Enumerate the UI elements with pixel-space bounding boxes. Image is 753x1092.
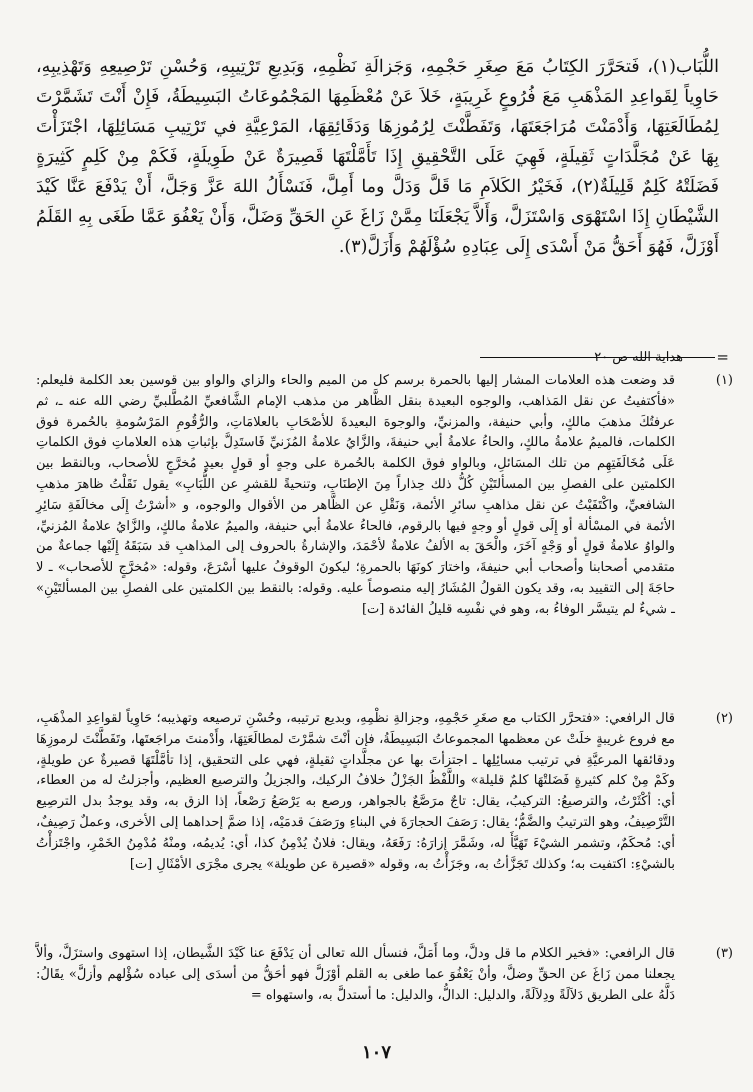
- main-text-block: [36, 52, 719, 262]
- footnote-number: (٢): [715, 711, 733, 726]
- main-paragraph: اللُّبَاب(١)، فَتحَرَّرَ الكِتَابُ مَعَ صِغَرِ حَجْمِهِ، وَجَزالَةِ نَظْمِهِ، وَبَدِيعِ تَرْتِيبِهِ، وَحُسْنِ تَرْصِيعِهِ وَتَهْذِيبِهِ، حَاوِياً لِقَواعِدِ المَذْهَبِ مَعَ فُرُوعٍ غَرِيبَةٍ، خَلاَ عَنْ مُعْظَمِهَا المَجْمُوعَاتُ البَسِيطَةُ، فَإِنْ أَنْتَ تَشَمَّرْتَ لِمُطَالَعَتِهَا، وَأَدْمَنْتَ مُرَاجَعَتَهَا، وَتَفَطَّنْتَ لِرُمُوزِهَا وَدَقَائِقِهَا، المَرْعِيَّةِ في تَرْتِيبِ مَسَائِلِهَا، اجْتَزَأْتَ بِهَا عَنْ مُجَلَّدَاتٍ ثَقِيلَةٍ، فَهِيَ عَلَى التَّحْقِيقِ إِذَا تَأَمَّلْتَهَا قَصِيرَةٌ عَنْ طَوِيلَةٍ، فَكَمْ مِنْ كَلِمٍ كَثِيرَةٍ فَضَلَتْهُ كَلِمٌ قَلِيلَةٌ(٢)، فَخَيْرُ الكَلاَمِ مَا قَلَّ وَدَلَّ وما أَمِلَّ، فَنَسْأَلُ اللهَ عَزَّ وَجَلَّ، أَنْ يَدْفَعَ عَنَّا كَيْدَ الشَّيْطَانِ إِذَا اسْتَهْوَى وَاسْتَزَلَّ، وَأَلاَّ يَجْعَلَنَا مِمَّنْ زَاغَ عَنِ الحَقِّ وَضَلَّ، وَأَنْ يَعْفُوَ عَمَّا طَغَى بِهِ القَلَمُ أَوْزَلَّ، فَهُوَ أَحَقُّ مَنْ أَسْدَى إِلَى عِبَادِهِ سُؤْلَهُمْ وَأَزَلَّ(٣).: [36, 57, 719, 257]
- footnote-1: [36, 371, 733, 621]
- footnote-2: [36, 709, 733, 875]
- footnote-continuation-reference: هداية الله ص ٢٠: [594, 350, 683, 365]
- footnote-text: قال الرافعي: «فخير الكلام ما قل ودلَّ، وما أَمَلَّ، فنسأل الله تعالى أن يَدْفَعَ عنا كَيْدَ الشَّيطان، إذا استهوى واستزَلَّ، وألاَّ يجعلنا ممن زَاغَ عن الحقِّ وضلَّ، وأنْ يَعْفُوَ عما طغى به القلم أوْزَلَّ فهو أحَقُّ من أسدَى إلى عباده سُؤْلهم وأزلَّ» يقَالُ: دَلَّهُ على الطريق دَلاَلَةً ودِلاَلَةً، والدليل: الدالُّ، والدليل: ما أستدلَّ به، واستهواه =: [36, 946, 675, 1003]
- footnote-text: قال الرافعي: «فتحرَّر الكتاب مع صغَرِ حَجْمِهِ، وجزالةِ نظْمِهِ، وبديع ترتيبه، وحُسْنِ ترصيعه وتهذيبه؛ حَاوِياً لقواعِدِ المذْهَبِ، مع فروع غريبةٍ خلَتْ عن معظمها المجموعاتُ البَسِيطَةُ، فإن أنْتَ شمَّرْتَ لمطالَعَتِهَا، وأَدْمنتَ مراجَعتَها، وتَفَطَّنْتَ لرموزِهَا ودقائقها المرعيَّةِ في ترتيب مسائِلِها ـ اجتزأتَ بها عن مجلَّداتٍ ثقيلةٍ، فهي على التحقيق، إذا تأمَّلْتَهَا قصيرةٌ عن طويلةٍ، وكَمْ مِنْ كلم كثيرةٍ فَضَلتْهَا كلمٌ قليلة» واللَّفْظُ الجَزْلُ خلافُ الركيك، والجزيلُ والترصيع العظيم، وأجزلتُ له من العطاء، أي: أكْثَرْتُ، والترصيعُ: التركيبُ، يقال: تاجٌ مرَصَّعٌ بالجواهر، ورصع به يَرْصَعُ رَصْعاً، إذا الزق به، وقد يوجدُ بدل الترصِيع التَّرْصِيفُ، وهو الترتيبُ والضَّمُّ؛ يقال: رَصَفَ الحجارَةَ في البناءِ ورَصَفَ قدمَيْه، إذا ضمَّ إحداهما إلى الأخرى، وعملٌ رَصِيفٌ، أي: مُحكَمٌ، وتشمر الشيْءَ تَهَيَّأَ له، وشَمَّرَ إزارَهُ: رَفَعَهُ، ويقال: فلانٌ يُدْمِنُ كذا، أي: يُديمُه، ومنْهُ مُدْمِنُ الخَمْرِ، واجْتَزأْتُ بالشيْءِ: اكتفيت به؛ وكذلك تَجَزَّأتُ به، وجَزَأْتُ به، وقوله «قصيرة عن طويلة» يجرى مجْرَى الأمْثَالِ [ت]: [36, 711, 675, 872]
- continuation-mark: =: [716, 348, 729, 366]
- footnote-number: (١): [715, 373, 733, 388]
- footnote-3: [36, 944, 733, 1006]
- footnote-number: (٣): [715, 946, 733, 961]
- page-number: ١٠٧: [361, 1042, 391, 1063]
- footnote-text: قد وضعت هذه العلامات المشار إليها بالحمرة برسم كل من الميم والحاء والزاي والواو بين قوسين بعد الكلمة فليعلم: «فأكتفيتُ عن نقل المَذاهب، والوجوه البعيدة بنقل الظَّاهر من مذهب الإمام الشَّافعيِّ المُطَّلبيِّ رضي الله عنه ـ، ثم عرفتُكَ مذهبَ مالكٍ، وأبي حنيفة، والمزنيِّ، والوجوهَ البعيدةَ للأصْحَابِ بالعلامَاتِ، والرُّقُومِ المَرْسُومةِ بالحُمرة فوق الكلمات، فالميمُ علامةُ مالكٍ، والحاءُ علامةُ أبي حنيفةَ، والزَّايُ علامةُ المُزَنيِّ فَاستَدِلَّ بإثباتِ هذه العلاماتِ فوق الكلماتِ عَلَى مُخَالَفَتِهِم من تلك المسَائلِ، وبالواو فوق الكلمة بالحُمرة على وجهٍ أو قولٍ بعيدٍ مُخرَّجٍ للأصحاب، وبالنقط بين الكلمتين على الفصلِ بين المسألتَيْنِ كُلُّ ذلك حِذاراً مِنَ الإطنَابِ، وتنحيةً للقشرِ عن اللُّبَابِ» يقول نَقَلْتُ ظاهرَ مذهبِ الشافعيِّ، واكْتَفَيْتُ عن نقل مذاهبِ سائرِ الأئمة، وَنَقْلِ عن الظَّاهر من الأقوال والوجوه، و «أشرْتُ إِلَى مخالَفَةِ سَائِرِ الأئمة في المسْألة أو إِلَى قولٍ أو وجهٍ فيها بالرقوم، فالحاءُ علامةُ أبي حنيفة، والميمُ علامةُ مالكٍ، والزَّايُ علامةُ المُزنيِّ، والواوُ علامةُ قولٍ أو وَجْهٍ آخَرَ، والْحَقَ به الألفُ علامةٌ لأحْمَدَ، والإشارةُ بالحروف إلى المذاهبِ قد سَبَقَهُ إِلَيْها جماعةٌ من متقدمي أصحابنا وأصحاب أبي حنيفةَ، واختارَ كونَهَا بالحمرةِ؛ ليكونَ الوقوفُ عليها أسْرَعَ، وقوله: «مُخرَّجٍ للأصحاب» ـ لا حاجَةَ إلى التقييد به، وقد يكون القولُ المُشَارُ إليه منصوصاً عليه. وقوله: بالنقط بين الكلمتين على الفصلِ بين المسألتَيْنِ» ـ شيءٌ لم يتيسَّر الوفاءُ به، وهو في نفْسِه قليلُ الفائدة [ت]: [36, 373, 675, 617]
